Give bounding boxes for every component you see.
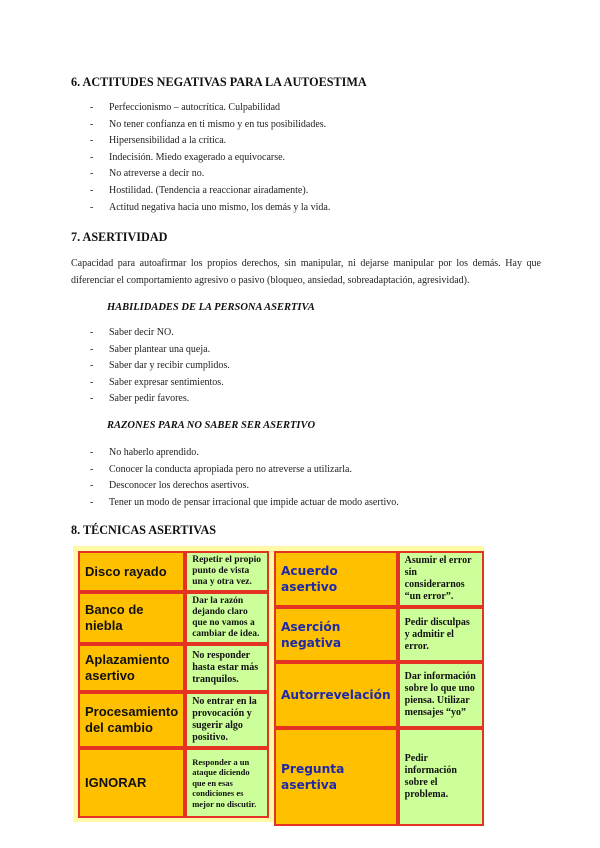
section-6-list xyxy=(71,100,330,216)
technique-description: No entrar en la provocación y sugerir algo positivo. xyxy=(185,692,269,748)
technique-name: Aserción negativa xyxy=(274,607,398,662)
list-item: - No tener confianza en ti mismo y en tus posibilidades. xyxy=(71,117,330,134)
technique-name: IGNORAR xyxy=(78,748,185,818)
technique-name: Acuerdo asertivo xyxy=(274,551,398,607)
table-row xyxy=(78,748,269,818)
technique-name: Aplazamiento asertivo xyxy=(78,644,185,692)
table-row xyxy=(274,728,484,826)
razones-list xyxy=(71,445,399,511)
technique-description: Asumir el error sin considerarnos “un error”. xyxy=(398,551,484,607)
technique-description: Pedir disculpas y admitir el error. xyxy=(398,607,484,662)
techniques-right-table xyxy=(274,551,484,826)
list-item: - Saber decir NO. xyxy=(71,325,230,342)
technique-description: Responder a un ataque diciendo que en esas condiciones es mejor no discutir. xyxy=(185,748,269,818)
list-item: - Perfeccionismo – autocrítica. Culpabilidad xyxy=(71,100,330,117)
table-row xyxy=(78,592,269,644)
technique-description: Dar la razón dejando claro que no vamos a cambiar de idea. xyxy=(185,592,269,644)
list-item: - Actitud negativa hacia uno mismo, los demás y la vida. xyxy=(71,200,330,217)
list-item: - Saber plantear una queja. xyxy=(71,342,230,359)
list-item: - Tener un modo de pensar irracional que impide actuar de modo asertivo. xyxy=(71,495,399,512)
assertive-techniques-table xyxy=(73,546,484,822)
table-row xyxy=(78,692,269,748)
list-item: - Hipersensibilidad a la crítica. xyxy=(71,133,330,150)
list-item: - Desconocer los derechos asertivos. xyxy=(71,478,399,495)
technique-name: Banco de niebla xyxy=(78,592,185,644)
list-item: - Saber dar y recibir cumplidos. xyxy=(71,358,230,375)
list-item: - No atreverse a decir no. xyxy=(71,166,330,183)
habilidades-list xyxy=(71,325,230,408)
list-item: - Conocer la conducta apropiada pero no atreverse a utilizarla. xyxy=(71,462,399,479)
technique-description: Pedir información sobre el problema. xyxy=(398,728,484,826)
table-row xyxy=(274,607,484,662)
technique-name: Procesamiento del cambio xyxy=(78,692,185,748)
table-row xyxy=(78,644,269,692)
assertiveness-paragraph: Capacidad para autoafirmar los propios derechos, sin manipular, ni dejarse manipular por los demás. Hay que diferenciar el comportamiento agresivo o pasivo (bloqueo, ansiedad, sobreadaptación, agresividad). xyxy=(71,258,541,286)
technique-description: Repetir el propio punto de vista una y otra vez. xyxy=(185,551,269,592)
list-item: - Saber expresar sentimientos. xyxy=(71,375,230,392)
table-row xyxy=(78,551,269,592)
list-item: - Hostilidad. (Tendencia a reaccionar airadamente). xyxy=(71,183,330,200)
list-item: - No haberlo aprendido. xyxy=(71,445,399,462)
techniques-left-table xyxy=(78,551,269,818)
section-6-heading: 6. ACTITUDES NEGATIVAS PARA LA AUTOESTIMA xyxy=(71,75,367,89)
razones-title: RAZONES PARA NO SABER SER ASERTIVO xyxy=(107,420,316,431)
section-8-heading: 8. TÉCNICAS ASERTIVAS xyxy=(71,523,217,537)
technique-name: Disco rayado xyxy=(78,551,185,592)
section-7-heading: 7. ASERTIVIDAD xyxy=(71,230,168,244)
technique-description: No responder hasta estar más tranquilos. xyxy=(185,644,269,692)
technique-name: Pregunta asertiva xyxy=(274,728,398,826)
list-item: - Saber pedir favores. xyxy=(71,391,230,408)
technique-name: Autorrevelación xyxy=(274,662,398,728)
technique-description: Dar información sobre lo que uno piensa. Utilizar mensajes “yo” xyxy=(398,662,484,728)
list-item: - Indecisión. Miedo exagerado a equivocarse. xyxy=(71,150,330,167)
habilidades-title: HABILIDADES DE LA PERSONA ASERTIVA xyxy=(107,302,315,313)
table-row xyxy=(274,551,484,607)
table-row xyxy=(274,662,484,728)
